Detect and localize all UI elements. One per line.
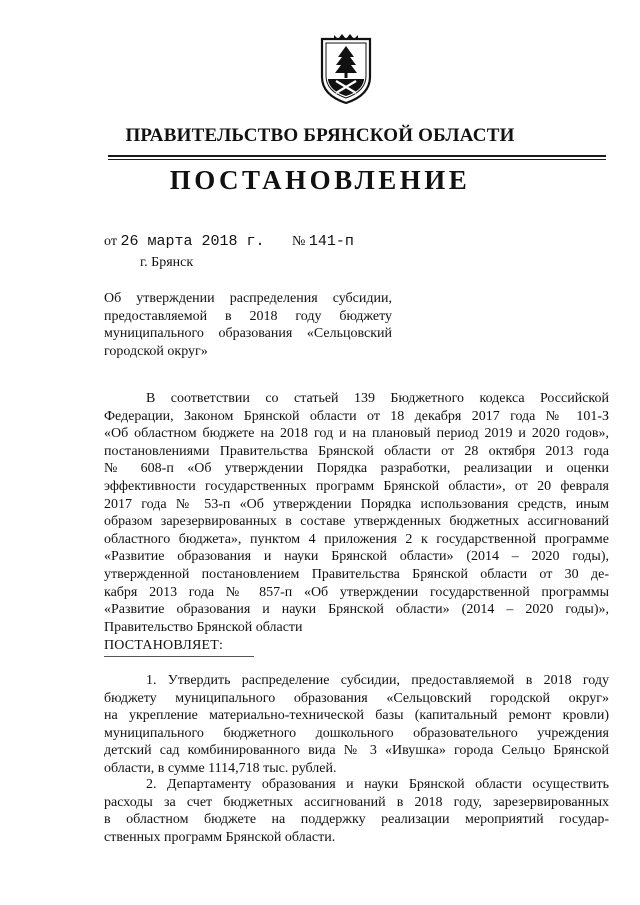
header-rule-thin bbox=[108, 159, 606, 160]
organization-title: ПРАВИТЕЛЬСТВО БРЯНСКОЙ ОБЛАСТИ bbox=[125, 125, 515, 146]
date-number-line bbox=[104, 233, 354, 250]
subject-line: Об утверждении распределения субсидии, bbox=[104, 291, 392, 306]
preamble-line: «Об областном бюджете на 2018 год и на плановый период 2019 и 2020 годов», bbox=[104, 426, 609, 442]
item-line: муниципального бюджетного дошкольного образовательного учреждения bbox=[104, 725, 609, 741]
preamble-line: «Развитие образования и науки Брянской области» (2014 – 2020 годы)», bbox=[104, 602, 609, 618]
item-line: в областном бюджете на поддержку реализации мероприятий государ- bbox=[104, 812, 609, 828]
document-subject bbox=[104, 290, 392, 360]
preamble-line: В соответствии со статьей 139 Бюджетного кодекса Российской bbox=[146, 391, 609, 406]
number-prefix: № bbox=[291, 234, 306, 249]
preamble-line: Федерации, Законом Брянской области от 18 декабря 2017 года № 101-З bbox=[104, 408, 609, 424]
header-rule-thick bbox=[108, 155, 606, 157]
city-name: г. Брянск bbox=[140, 255, 194, 270]
preamble-line: Правительство Брянской области bbox=[104, 619, 303, 635]
item-line: на укрепление материально-технической базы (капитальный ремонт кровли) bbox=[104, 708, 609, 724]
resolve-underline bbox=[104, 656, 254, 657]
document-date: 26 марта 2018 г. bbox=[120, 233, 265, 250]
preamble-line: эффективности государственных программ Брянской области», от 20 февраля bbox=[104, 478, 609, 494]
preamble-line: № 608-п «Об утверждении Порядка разработки, реализации и оценки bbox=[104, 461, 609, 477]
coat-of-arms-emblem bbox=[316, 33, 376, 105]
preamble-line: «Развитие образования и науки Брянской области» (2014 – 2020 годы), bbox=[104, 549, 609, 565]
subject-line: предоставляемой в 2018 году бюджету bbox=[104, 308, 392, 324]
document-type-title: ПОСТАНОВЛЕНИЕ bbox=[169, 165, 471, 195]
item-line: 1. Утвердить распределение субсидии, предоставляемой в 2018 году bbox=[146, 673, 609, 688]
date-prefix: от bbox=[104, 234, 117, 249]
preamble-line: 2017 года № 53-п «Об утверждении Порядка использования средств, иным bbox=[104, 496, 609, 512]
subject-line: муниципального образования «Сельцовский bbox=[104, 326, 392, 341]
resolve-word: ПОСТАНОВЛЯЕТ: bbox=[104, 638, 224, 653]
item-line: 2. Департаменту образования и науки Брянской области осуществить bbox=[146, 777, 609, 792]
resolution-item-1 bbox=[104, 672, 609, 778]
item-line: ственных программ Брянской области. bbox=[104, 829, 336, 845]
preamble-paragraph bbox=[104, 390, 609, 636]
item-line: области, в сумме 1114,718 тыс. рублей. bbox=[104, 760, 337, 776]
preamble-line: постановлениями Правительства Брянской области от 28 октября 2013 года bbox=[104, 443, 609, 459]
preamble-line: утвержденной постановлением Правительства Брянской области от 30 де- bbox=[104, 566, 609, 582]
document-number: 141-п bbox=[308, 233, 354, 250]
resolution-item-2 bbox=[104, 776, 609, 846]
item-line: расходы за счет бюджетных ассигнований в 2018 году, зарезервированных bbox=[104, 794, 609, 810]
preamble-line: областного бюджета», пунктом 4 приложения 2 к государственной программе bbox=[104, 531, 609, 547]
preamble-line: образом зарезервированных в составе утвержденных бюджетных ассигнований bbox=[104, 514, 609, 530]
item-line: детский сад комбинированного вида № 3 «Ивушка» города Сельцо Брянской bbox=[104, 743, 609, 759]
subject-line: городской округ» bbox=[104, 343, 208, 359]
item-line: бюджету муниципального образования «Сельцовский городской округ» bbox=[104, 690, 609, 706]
preamble-line: кабря 2013 года № 857-п «Об утверждении государственной программы bbox=[104, 584, 609, 600]
